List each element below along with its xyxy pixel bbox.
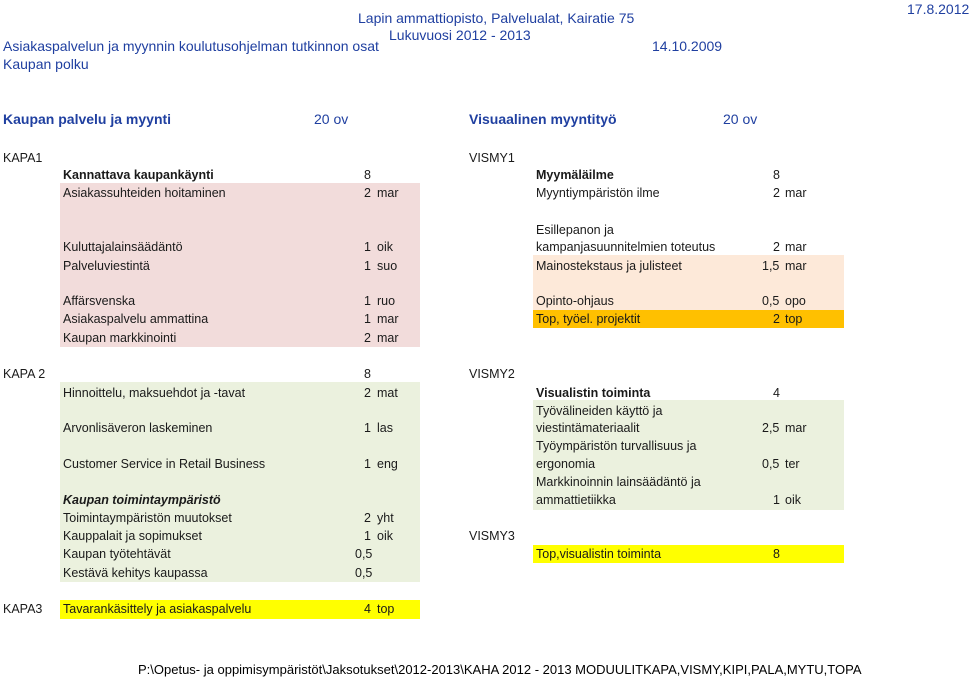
vismy3-name: Top,visualistin toiminta [536, 547, 662, 561]
kapa1-row-name: Kannattava kaupankäynti [63, 168, 214, 182]
kapa2-row-num: 1 [364, 421, 371, 435]
school-name: Lapin ammattiopisto, Palvelualat, Kairatie 75 [358, 10, 635, 26]
kapa2-row-unit: las [377, 421, 393, 435]
kapa3-name: Tavarankäsittely ja asiakaspalvelu [63, 602, 252, 616]
kapa2-row-name: Toimintaympäristön muutokset [63, 511, 232, 525]
vismy3-label: VISMY3 [469, 529, 515, 543]
kapa1-row-name: Palveluviestintä [63, 259, 150, 273]
vismy2-row-name-line2: viestintämateriaalit [536, 421, 640, 435]
kapa2-row-name: Kauppalait ja sopimukset [63, 529, 202, 543]
vismy2-row-num: 1 [773, 493, 780, 507]
kapa1-row-num: 2 [364, 186, 371, 200]
vismy2-row-name-line2: ammattietiikka [536, 493, 616, 507]
vismy2-label: VISMY2 [469, 367, 515, 381]
vismy1-row-unit: mar [785, 259, 807, 273]
vismy1-row-unit: top [785, 312, 803, 326]
vismy1-row-name: Top, työel. projektit [536, 312, 641, 326]
kapa2-row-num: 2 [364, 386, 371, 400]
kapa1-row-num: 2 [364, 331, 371, 345]
kapa1-label: KAPA1 [3, 151, 43, 165]
vismy1-row-name: Mainostekstaus ja julisteet [536, 259, 682, 273]
vismy1-row-unit: mar [785, 186, 807, 200]
kapa2-row-num: 1 [364, 529, 371, 543]
kapa2-row-unit: eng [377, 457, 398, 471]
kapa1-row-num: 1 [364, 259, 371, 273]
vismy1-row-name: Myyntiympäristön ilme [536, 186, 660, 200]
kapa1-row-num: 8 [364, 168, 371, 182]
kapa3-num: 4 [364, 602, 371, 616]
kapa1-row-name: Asiakassuhteiden hoitaminen [63, 186, 226, 200]
vismy1-row-name: Opinto-ohjaus [536, 294, 614, 308]
kapa1-row-unit: suo [377, 259, 398, 273]
kapa1-row-unit: mar [377, 312, 399, 326]
kapa2-row-name: Customer Service in Retail Business [63, 457, 266, 471]
kapa1-row-num: 1 [364, 294, 371, 308]
kapa1-row-num: 1 [364, 312, 371, 326]
kapa2-row-unit: mat [377, 386, 398, 400]
section-kaupan-palvelu: Kaupan palvelu ja myynti [3, 111, 172, 127]
date-mid: 14.10.2009 [652, 38, 723, 54]
kapa2-row-num: 0,5 [355, 547, 373, 561]
vismy2-row-unit: mar [785, 421, 807, 435]
kapa1-row-num: 1 [364, 240, 371, 254]
vismy2-row-name-line2: ergonomia [536, 457, 596, 471]
section-visuaalinen-ov: 20 ov [723, 111, 758, 127]
kapa2-row-num: 1 [364, 457, 371, 471]
kapa2-row-name: Hinnoittelu, maksuehdot ja -tavat [63, 386, 246, 400]
kapa1-row-name: Kaupan markkinointi [63, 331, 177, 345]
vismy1-row-num: 1,5 [762, 259, 780, 273]
vismy1-row-name-line1: Esillepanon ja [536, 223, 614, 237]
kapa2-row-num: 0,5 [355, 566, 373, 580]
kapa2-row-name: Arvonlisäveron laskeminen [63, 421, 213, 435]
kapa2-row-unit: yht [377, 511, 394, 525]
vismy2-row-num: 4 [773, 386, 780, 400]
kapa2-total: 8 [364, 367, 371, 381]
section-visuaalinen: Visuaalinen myyntityö [469, 111, 617, 127]
kapa1-row-unit: ruo [377, 294, 396, 308]
kapa2-row-unit: oik [377, 529, 393, 543]
vismy2-row-unit: oik [785, 493, 801, 507]
vismy1-row-num: 2 [773, 240, 780, 254]
document-title: Asiakaspalvelun ja myynnin koulutusohjelman tutkinnon osat [3, 38, 379, 54]
vismy1-row-num: 2 [773, 312, 780, 326]
vismy2-row-name-line1: Työympäristön turvallisuus ja [536, 439, 697, 453]
vismy2-row-num: 0,5 [762, 457, 780, 471]
vismy1-row-num: 0,5 [762, 294, 780, 308]
kapa1-row-unit: mar [377, 331, 399, 345]
kapa2-row-name: Kaupan työtehtävät [63, 547, 171, 561]
section-kaupan-palvelu-ov: 20 ov [314, 111, 349, 127]
kapa1-row-name: Kuluttajalainsäädäntö [63, 240, 183, 254]
vismy2-row-name-line1: Markkinoinnin lainsäädäntö ja [536, 475, 701, 489]
kapa2-label: KAPA 2 [3, 367, 46, 381]
date-right: 17.8.2012 [907, 1, 969, 17]
vismy1-row-name-line2: kampanjasuunnitelmien toteutus [536, 240, 716, 254]
vismy1-row-unit: mar [785, 240, 807, 254]
vismy2-row-unit: ter [785, 457, 800, 471]
kapa2-row-name: Kestävä kehitys kaupassa [63, 566, 208, 580]
vismy2-row-name: Visualistin toiminta [536, 386, 651, 400]
vismy1-row-num: 8 [773, 168, 780, 182]
file-path-footer: P:\Opetus- ja oppimisympäristöt\Jaksotukset\2012-2013\KAHA 2012 - 2013 MODUULITKAPA,VISMY,KIPI,PALA,MYTU,TOPA [138, 662, 862, 677]
vismy1-label: VISMY1 [469, 151, 515, 165]
kapa1-row-unit: oik [377, 240, 393, 254]
school-year: Lukuvuosi 2012 - 2013 [389, 27, 531, 43]
kapa3-unit: top [377, 602, 395, 616]
kapa2-row-num: 2 [364, 511, 371, 525]
kapa1-row-name: Asiakaspalvelu ammattina [63, 312, 209, 326]
vismy2-row-num: 2,5 [762, 421, 780, 435]
kapa3-label: KAPA3 [3, 602, 43, 616]
kapa1-row-unit: mar [377, 186, 399, 200]
vismy3-num: 8 [773, 547, 780, 561]
vismy2-row-name-line1: Työvälineiden käyttö ja [536, 404, 663, 418]
document-subtitle: Kaupan polku [3, 56, 89, 72]
kapa2-subheading: Kaupan toimintaympäristö [63, 493, 221, 507]
vismy1-row-name: Myymäläilme [536, 168, 614, 182]
vismy1-row-unit: opo [785, 294, 806, 308]
kapa1-row-name: Affärsvenska [63, 294, 136, 308]
vismy1-row-num: 2 [773, 186, 780, 200]
